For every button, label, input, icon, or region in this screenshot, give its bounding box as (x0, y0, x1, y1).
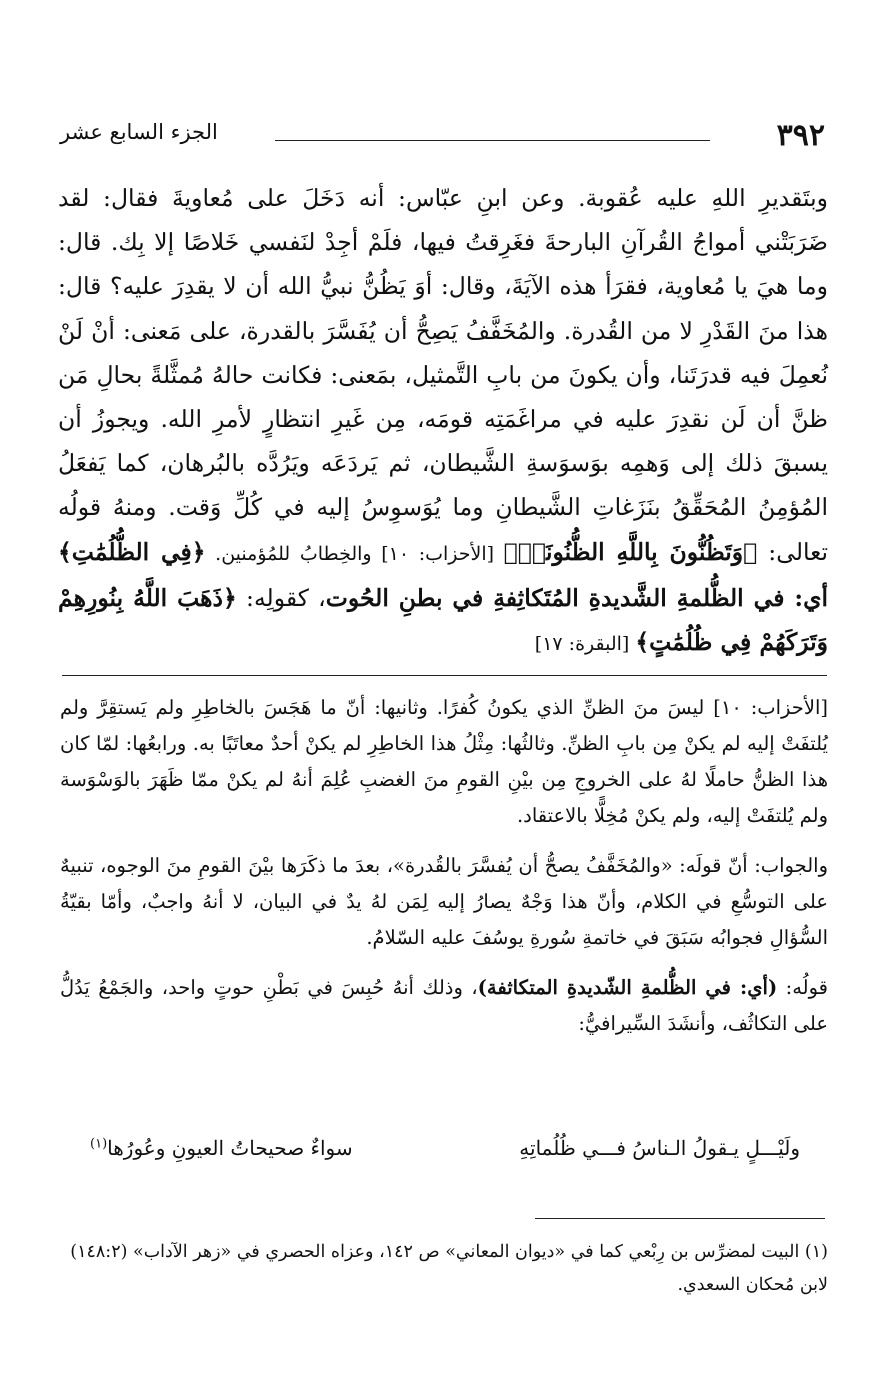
commentary-paragraph (60, 970, 828, 1042)
quran-verse-zulumat: ﴿فِي الظُّلُمَٰتِ﴾ (58, 537, 206, 566)
main-paragraph (58, 176, 828, 666)
page-header (60, 118, 825, 158)
main-text-run: ، كقولِه: (236, 583, 326, 612)
commentary-paragraph: والجواب: أنّ قولَه: «والمُخَفَّفُ يصحُّ أن يُفسَّرَ بالقُدرة»، بعدَ ما ذكَرَها بيْنَ القومِ منَ الوجوه، تنبيهٌ على التوسُّعِ في الكلام، وأنّ هذا وَجْهٌ يصارُ إليه لِمَن لهُ يدٌ في البيان، لا أنهُ واجبٌ، وأمّا بقيّةُ السُّؤالِ فجوابُه سَبَقَ في خاتمةِ سُورةِ يوسُفَ عليه السّلامُ. (60, 854, 828, 949)
header-rule (275, 140, 710, 141)
commentary-block (60, 690, 828, 1056)
poem-hemistich-text: سواءٌ صحيحاتُ العيونِ وعُورُها (107, 1136, 353, 1160)
main-text-block (58, 176, 828, 666)
poem-verse (90, 1136, 800, 1172)
commentary-run: ، وذلك أنهُ حُبِسَ في بَطْنِ حوتٍ واحد، والجَمْعُ يَدُلُّ على التكاثُف، وأنشَدَ السِّيرافيُّ: (60, 976, 828, 1035)
page-number: ٣٩٢ (776, 118, 825, 153)
verse-reference-baqara: [البقرة: ١٧] (534, 633, 636, 656)
commentary-paragraph: [الأحزاب: ١٠] ليسَ منَ الظنِّ الذي يكونُ كُفرًا. وثانيها: أنّ ما هَجَسَ بالخاطِرِ ولم يَستقِرَّ ولم يُلتفَتْ إليه لم يكنْ مِن بابِ الظنِّ. وثالثُها: مِثْلُ هذا الخاطِرِ لم يكنْ أحدٌ معاتَبًا به. ورابعُها: لمّا كان هذا الظنُّ حاملًا لهُ على الخروجِ مِن بيْنِ القومِ منَ الغضبِ عُلِمَ أنهُ لم يكنْ ممّا ظَهَرَ بالوَسْوَسة ولم يُلتفَتْ إليه، ولم يكنْ مُخِلًّا بالاعتقاد. (60, 696, 828, 827)
poem-hemistich-first: ولَيْـــلٍ يـقولُ الـناسُ فـــي ظُلُماتِهِ (519, 1136, 800, 1160)
verse-reference-ahzab: [الأحزاب: ١٠] والخِطابُ للمُؤمنين. (205, 542, 504, 565)
commented-phrase: أي: في الظُّلمةِ الشَّديدةِ المُتَكاثِفةِ في بطنِ الحُوت (325, 583, 828, 612)
footnote-item: (١) البيت لمضرِّس بن رِبْعي كما في «ديوان المعاني» ص ١٤٢، وعزاه الحصري في «زهر الآداب» (١٤٨:٢) لابن مُحكان السعدي. (70, 1242, 828, 1295)
quran-verse-ahzab: ﴿وَتَظُنُّونَ بِاللَّهِ الظُّنُونَا۠﴾ (503, 537, 758, 566)
commentary-divider (62, 675, 827, 676)
commentary-quoted-phrase: (أي: في الظُّلمةِ الشّديدةِ المتكاثفة) (477, 976, 778, 999)
commentary-run: قولُه: (777, 976, 828, 999)
footnote-marker: (١) (90, 1136, 108, 1152)
poem-hemistich-second (90, 1136, 353, 1160)
footnotes-block (60, 1236, 828, 1302)
main-text-run: وبتَقديرِ اللهِ عليه عُقوبة. وعن ابنِ عبّاس: أنه دَخَلَ على مُعاويةَ فقال: لقد ضَرَبَتْني أمواجُ القُرآنِ البارحةَ فغَرِقتُ فيها، فلَمْ أجِدْ لنَفسي خَلاصًا إلا بِك. قال: وما هيَ يا مُعاوية، فقرَأ هذه الآيَةَ، وقال: أوَ يَظُنُّ نبيُّ الله أن لا يقدِرَ عليه؟ قال: هذا منَ القَدْرِ لا من القُدرة. والمُخَفَّفُ يَصِحُّ أن يُفَسَّرَ بالقدرة، على مَعنى: أنْ لَنْ نُعمِلَ فيه قدرَتَنا، وأن يكونَ من بابِ التَّمثيل، بمَعنى: فكانت حالهُ مُمثَّلةً بحالِ مَن ظنَّ أن لَن نقدِرَ عليه في مراغَمَتِه قومَه، مِن غَيرِ انتظارٍ لأمرِ الله. ويجوزُ أن يسبقَ ذلك إلى وَهمِه بوَسوَسةِ الشَّيطان، ثم يَردَعَه ويَرُدَّه بالبُرهان، كما يَفعَلُ المُؤمِنُ المُحَقِّقُ بنَزَغاتِ الشَّيطانِ وما يُوَسوِسُ إليه في كُلِّ وَقت. ومنهُ قولُه تعالى: (58, 184, 829, 566)
quran-verse-baqara: ﴿ذَهَبَ اللَّهُ بِنُورِهِمْ وَتَرَكَهُمْ فِي ظُلُمَٰتٍ﴾ (58, 583, 828, 657)
footnote-divider (535, 1218, 825, 1219)
volume-title: الجزء السابع عشر (60, 120, 218, 144)
